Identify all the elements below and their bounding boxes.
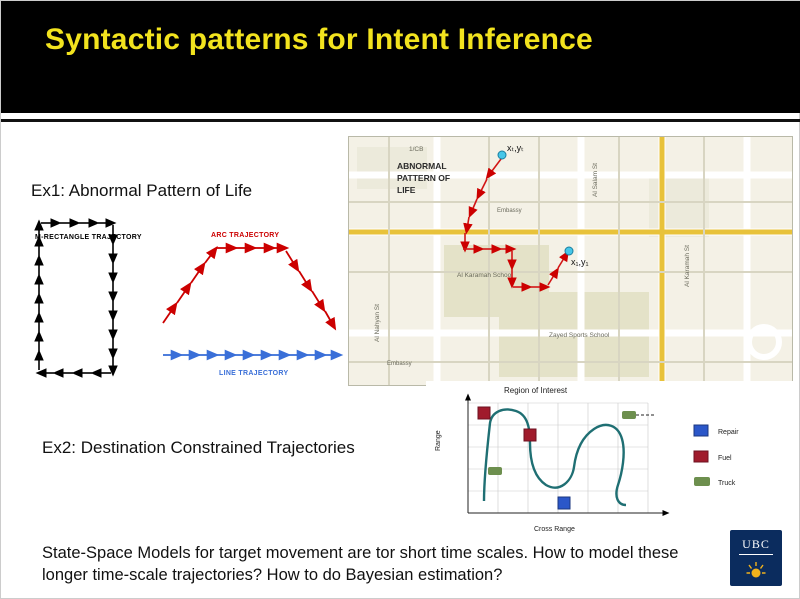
poi-label: Zayed Sports School [549, 332, 610, 339]
trajectory-svg [11, 215, 351, 395]
roi-truck-marker [622, 411, 636, 419]
roi-x-axis-label: Cross Range [534, 526, 575, 533]
street-label: Al Salam St [592, 163, 599, 197]
roi-repair-marker [558, 497, 570, 509]
line-trajectory-label: LINE TRAJECTORY [219, 370, 289, 377]
roi-svg [426, 381, 798, 536]
page-title: Syntactic patterns for Intent Inference [45, 23, 593, 56]
svg-text:ABNORMAL: ABNORMAL [397, 161, 447, 171]
legend-label-repair: Repair [718, 429, 739, 436]
poi-label: Embassy [497, 208, 522, 214]
roi-fuel-marker [478, 407, 490, 419]
map-startpoint-label: x₁,y₁ [571, 257, 589, 267]
legend-swatch-fuel [694, 451, 708, 462]
svg-text:PATTERN OF: PATTERN OF [397, 173, 451, 183]
sun-icon [746, 561, 766, 581]
svg-text:LIFE: LIFE [397, 185, 416, 195]
map-endpoint-label: xₜ,yₜ [507, 143, 524, 153]
street-label: Al Nahyan St [374, 304, 381, 342]
example-1-label: Ex1: Abnormal Pattern of Life [31, 181, 253, 200]
legend-label-truck: Truck [718, 480, 736, 487]
arc-trajectory [163, 248, 333, 325]
roi-truck-marker [488, 467, 502, 475]
poi-label: Embassy [387, 361, 412, 367]
street-label: 1/CB [409, 146, 424, 153]
map-startpoint-marker [565, 247, 573, 255]
map-svg [349, 137, 792, 385]
title-divider [1, 119, 800, 122]
region-of-interest-figure [426, 381, 798, 536]
legend-swatch-truck [694, 477, 710, 486]
legend-swatch-repair [694, 425, 708, 436]
legend-label-fuel: Fuel [718, 455, 732, 462]
arc-trajectory-label: ARC TRAJECTORY [211, 232, 280, 239]
ubc-logo [730, 530, 782, 586]
m-rectangle-trajectory [39, 223, 113, 373]
map-figure [348, 136, 793, 386]
roi-fuel-marker [524, 429, 536, 441]
street-label: Al Karamah St [684, 245, 691, 287]
example-2-label: Ex2: Destination Constrained Trajectories [42, 438, 355, 457]
m-rectangle-trajectory-label: M-RECTANGLE TRAJECTORY [35, 234, 142, 241]
map-endpoint-marker [498, 151, 506, 159]
ubc-divider [739, 554, 773, 555]
poi-label: Al Karamah School [457, 272, 513, 279]
ubc-wordmark: UBC [742, 537, 770, 551]
title-banner [1, 1, 800, 113]
roi-y-axis-label: Range [435, 430, 442, 451]
roi-title: Region of Interest [504, 386, 568, 395]
trajectory-figure [11, 215, 351, 395]
bottom-paragraph: State-Space Models for target movement are tor short time scales. How to model these longer time-scale trajectories? How to do Bayesian estimation? [42, 544, 679, 585]
